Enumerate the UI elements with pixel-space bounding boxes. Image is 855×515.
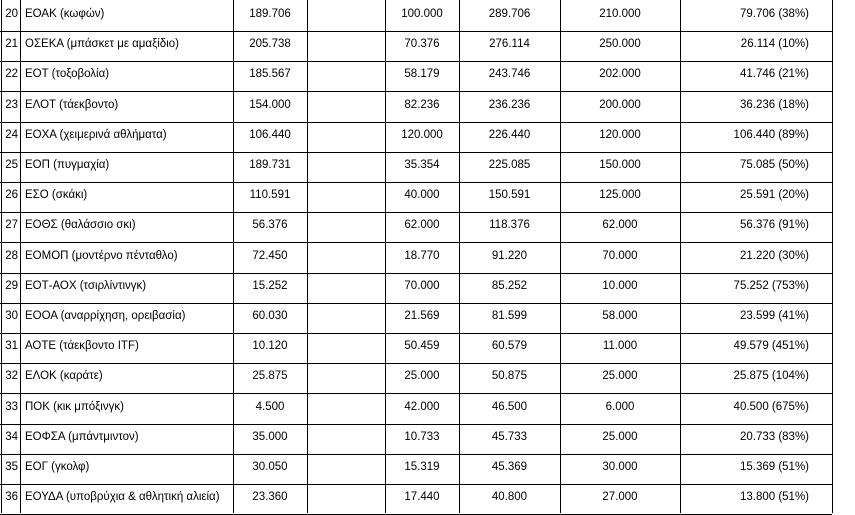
value-col-3: 50.875 <box>491 370 528 382</box>
value-col-3: 276.114 <box>489 38 530 50</box>
row-number: 23 <box>5 99 18 111</box>
value-col-4: 70.000 <box>602 250 638 262</box>
value-col-3: 225.085 <box>488 159 531 171</box>
value-col-5: 49.579 (451%) <box>733 340 809 352</box>
value-col-2: 17.440 <box>404 491 440 503</box>
value-col-2: 10.733 <box>404 431 440 443</box>
federation-name: ΕΟΠ (πυγμαχία) <box>25 159 110 171</box>
value-col-5: 75.085 (50%) <box>739 159 809 171</box>
value-col-2: 82.236 <box>404 99 440 111</box>
federation-name: ΕΣΟ (σκάκι) <box>25 189 88 201</box>
column-border <box>1 0 2 513</box>
value-col-2: 58.179 <box>404 68 440 80</box>
row-number: 28 <box>5 250 18 262</box>
federation-name: ΕΟΜΟΠ (μοντέρνο πένταθλο) <box>25 250 178 262</box>
value-col-2: 35.354 <box>404 159 440 171</box>
row-number: 34 <box>5 431 18 443</box>
row-number: 31 <box>5 340 18 352</box>
value-col-1: 56.376 <box>252 219 288 231</box>
value-col-2: 40.000 <box>404 189 440 201</box>
value-col-5: 41.746 (21%) <box>739 68 809 80</box>
row-border <box>0 31 832 32</box>
value-col-4: 250.000 <box>599 38 641 50</box>
row-number: 22 <box>5 68 18 80</box>
value-col-5: 23.599 (41%) <box>739 310 809 322</box>
value-col-3: 236.236 <box>488 99 531 111</box>
value-col-1: 106.440 <box>249 129 291 141</box>
value-col-3: 40.800 <box>491 491 528 503</box>
value-col-5: 56.376 (91%) <box>739 219 809 231</box>
value-col-3: 46.500 <box>491 401 528 413</box>
value-col-1: 30.050 <box>252 461 288 473</box>
value-col-5: 106.440 (89%) <box>733 129 809 141</box>
row-number: 36 <box>5 491 18 503</box>
value-col-4: 125.000 <box>599 189 641 201</box>
value-col-1: 110.591 <box>249 189 291 201</box>
value-col-2: 42.000 <box>404 401 440 413</box>
row-number: 26 <box>5 189 18 201</box>
federation-name: ΟΣΕΚΑ (μπάσκετ με αμαξίδιο) <box>25 38 179 50</box>
federation-name: ΕΛΟΚ (καράτε) <box>25 370 103 382</box>
value-col-1: 189.706 <box>249 8 291 20</box>
value-col-4: 62.000 <box>602 219 638 231</box>
row-border <box>0 273 832 274</box>
value-col-5: 26.114 (10%) <box>740 38 809 50</box>
row-number: 20 <box>5 8 18 20</box>
federation-name: ΕΛΟΤ (τάεκβοντο) <box>25 99 119 111</box>
value-col-1: 4.500 <box>255 401 285 413</box>
value-col-4: 58.000 <box>602 310 638 322</box>
value-col-3: 243.746 <box>488 68 531 80</box>
value-col-2: 18.770 <box>404 250 440 262</box>
value-col-4: 150.000 <box>599 159 641 171</box>
value-col-3: 45.369 <box>491 461 528 473</box>
value-col-1: 10.120 <box>252 340 288 352</box>
federation-name: ΕΟΟΑ (αναρρίχηση, ορειβασία) <box>25 310 186 322</box>
federation-name: ΑΟΤΕ (τάεκβοντο ITF) <box>25 340 139 352</box>
federation-name: ΕΟΑΚ (κωφών) <box>25 8 105 20</box>
value-col-4: 202.000 <box>599 68 641 80</box>
value-col-1: 205.738 <box>249 38 291 50</box>
value-col-5: 75.252 (753%) <box>733 280 809 292</box>
federation-name: ΕΟΥΔΑ (υποβρύχια & αθλητική αλιεία) <box>25 491 220 503</box>
federation-name: ΕΟΧΑ (χειμερινά αθλήματα) <box>25 129 167 141</box>
federation-name: ΕΟΓ (γκολφ) <box>25 461 90 473</box>
row-border <box>0 393 832 394</box>
value-col-5: 25.875 (104%) <box>733 370 809 382</box>
value-col-1: 35.000 <box>252 431 288 443</box>
value-col-1: 25.875 <box>252 370 288 382</box>
row-number: 32 <box>5 370 18 382</box>
value-col-4: 210.000 <box>599 8 641 20</box>
value-col-3: 91.220 <box>491 250 528 262</box>
value-col-2: 25.000 <box>404 370 440 382</box>
value-col-4: 6.000 <box>605 401 635 413</box>
value-col-4: 200.000 <box>599 99 641 111</box>
value-col-1: 72.450 <box>252 250 288 262</box>
value-col-4: 11.000 <box>602 340 638 352</box>
column-border <box>20 0 21 513</box>
row-border <box>0 242 832 243</box>
row-border <box>0 152 832 153</box>
column-border <box>307 0 308 513</box>
value-col-5: 21.220 (30%) <box>739 250 809 262</box>
row-number: 25 <box>5 159 18 171</box>
value-col-5: 25.591 (20%) <box>739 189 809 201</box>
row-border <box>0 454 832 455</box>
value-col-3: 85.252 <box>491 280 528 292</box>
value-col-3: 60.579 <box>491 340 528 352</box>
row-number: 24 <box>5 129 18 141</box>
value-col-1: 189.731 <box>249 159 291 171</box>
federation-name: ΠΟΚ (κικ μπόξινγκ) <box>25 401 124 413</box>
row-border <box>0 122 832 123</box>
value-col-5: 13.800 (51%) <box>739 491 809 503</box>
row-border <box>0 484 832 485</box>
value-col-2: 70.376 <box>404 38 440 50</box>
row-number: 35 <box>5 461 18 473</box>
value-col-5: 36.236 (18%) <box>739 99 809 111</box>
value-col-1: 15.252 <box>252 280 288 292</box>
row-border <box>0 363 832 364</box>
row-number: 33 <box>5 401 18 413</box>
row-number: 27 <box>5 219 18 231</box>
value-col-2: 70.000 <box>404 280 440 292</box>
value-col-2: 21.569 <box>404 310 440 322</box>
value-col-4: 120.000 <box>599 129 641 141</box>
column-border <box>832 0 833 513</box>
value-col-2: 50.459 <box>404 340 440 352</box>
value-col-1: 60.030 <box>252 310 288 322</box>
value-col-4: 25.000 <box>602 431 638 443</box>
row-number: 21 <box>5 38 18 50</box>
value-col-4: 30.000 <box>602 461 638 473</box>
row-border <box>0 91 832 92</box>
value-col-3: 150.591 <box>488 189 531 201</box>
value-col-5: 15.369 (51%) <box>739 461 809 473</box>
value-col-1: 154.000 <box>249 99 291 111</box>
federation-name: ΕΟΘΣ (θαλάσσιο σκι) <box>25 219 136 231</box>
row-border <box>0 303 832 304</box>
value-col-1: 185.567 <box>249 68 291 80</box>
row-number: 30 <box>5 310 18 322</box>
value-col-4: 10.000 <box>602 280 638 292</box>
value-col-5: 40.500 (675%) <box>733 401 809 413</box>
row-border <box>0 333 832 334</box>
row-number: 29 <box>5 280 18 292</box>
federation-name: ΕΟΦΣΑ (μπάντμιντον) <box>25 431 139 443</box>
value-col-3: 118.376 <box>489 219 530 231</box>
value-col-3: 289.706 <box>488 8 531 20</box>
row-border <box>0 182 832 183</box>
value-col-2: 15.319 <box>404 461 440 473</box>
value-col-1: 23.360 <box>252 491 288 503</box>
value-col-2: 100.000 <box>401 8 443 20</box>
value-col-3: 226.440 <box>488 129 531 141</box>
value-col-3: 81.599 <box>491 310 528 322</box>
value-col-4: 25.000 <box>602 370 638 382</box>
federation-name: ΕΟΤ-ΑΟΧ (τσιρλίντινγκ) <box>25 280 147 292</box>
value-col-3: 45.733 <box>491 431 528 443</box>
row-border <box>0 424 832 425</box>
value-col-2: 62.000 <box>404 219 440 231</box>
value-col-5: 20.733 (83%) <box>739 431 809 443</box>
value-col-5: 79.706 (38%) <box>739 8 809 20</box>
value-col-2: 120.000 <box>401 129 443 141</box>
federation-name: ΕΟΤ (τοξοβολία) <box>25 68 110 80</box>
row-border <box>0 61 832 62</box>
value-col-4: 27.000 <box>602 491 638 503</box>
row-border <box>0 212 832 213</box>
